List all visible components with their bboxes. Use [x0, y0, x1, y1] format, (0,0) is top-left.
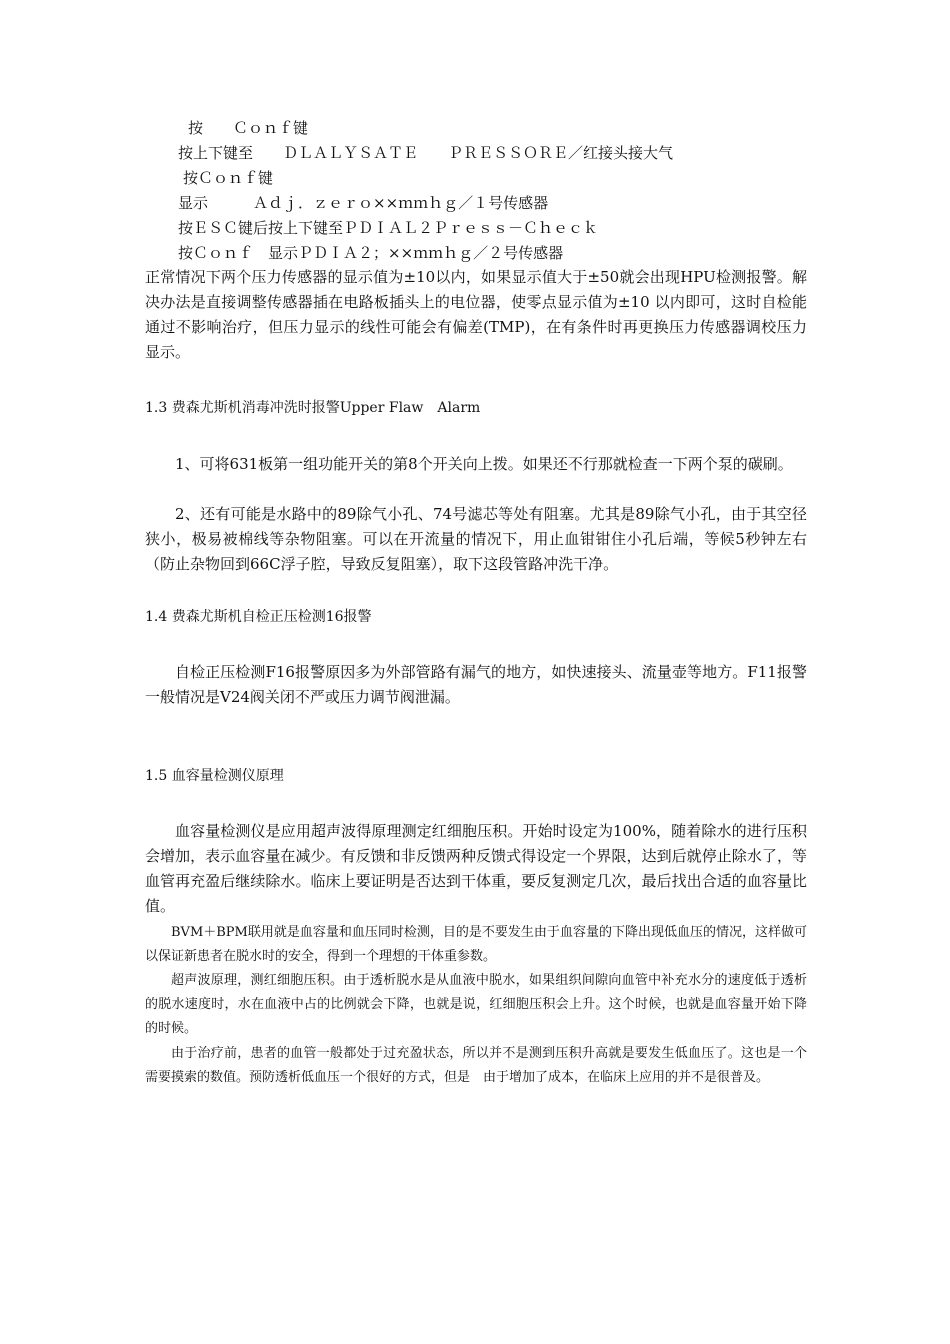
paragraph-pressure-sensors: 正常情况下两个压力传感器的显示值为±10以内，如果显示值大于±50就会出现HPU检测报警。解决办法是直接调整传感器插在电路板插头上的电位器，使零点显示值为±10 以内即可，这时自检能通过不影响治疗，但压力显示的线性可能会有偏差(TMP)，在有条件时再更换压力传感器调校压力显示。: [145, 268, 807, 361]
step-dialysate-pressure: 按上下键至 ＤＬＡＬＹＳＡＴＥ ＰＲＥＳＳＯＲＥ／红接头接大气: [178, 144, 674, 162]
paragraph-1-4: 自检正压检测F16报警原因多为外部管路有漏气的地方，如快速接头、流量壶等地方。F11报警一般情况是V24阀关闭不严或压力调节阀泄漏。: [145, 663, 807, 706]
heading-section-1-5: 1.5 血容量检测仪原理: [145, 768, 284, 784]
paragraph-1-5-principle: 血容量检测仪是应用超声波得原理测定红细胞压积。开始时设定为100%，随着除水的进行压积会增加，表示血容量在减少。有反馈和非反馈两种反馈式得设定一个界限，达到后就停止除水了，等血管再充盈后继续除水。临床上要证明是否达到干体重，要反复测定几次，最后找出合适的血容量比值。: [145, 822, 807, 915]
step-esc-pdial2: 按ＥＳＣ键后按上下键至ＰＤＩＡＬ２Ｐｒｅｓｓ－Ｃｈｅｃｋ: [178, 219, 599, 237]
heading-section-1-4: 1.4 费森尤斯机自检正压检测16报警: [145, 609, 372, 625]
step-display-adj-zero: 显示 Ａｄｊ．ｚｅｒｏ××ｍｍｈｇ／１号传感器: [178, 194, 549, 212]
paragraph-1-5-bvm-bpm: BVM＋BPM联用就是血容量和血压同时检测，目的是不要发生由于血容量的下降出现低血压的情况，这样做可以保证新患者在脱水时的安全，得到一个理想的干体重参数。: [145, 925, 807, 964]
heading-section-1-3: 1.3 费森尤斯机消毒冲洗时报警Upper Flaw Alarm: [145, 400, 481, 416]
paragraph-1-5-ultrasound: 超声波原理，测红细胞压积。由于透析脱水是从血液中脱水，如果组织间隙向血管中补充水分的速度低于透析的脱水速度时，水在血液中占的比例就会下降，也就是说，红细胞压积会上升。这个时候，也就是血容量开始下降的时候。: [145, 973, 807, 1036]
paragraph-1-3-item-2: 2、还有可能是水路中的89除气小孔、74号滤芯等处有阻塞。尤其是89除气小孔，由于其空径狭小，极易被棉线等杂物阻塞。可以在开流量的情况下，用止血钳钳住小孔后端，等候5秒钟左右（防止杂物回到66C浮子腔，导致反复阻塞），取下这段管路冲洗干净。: [145, 505, 807, 573]
step-display-pdia2: 按Ｃｏｎｆ 显示ＰＤＩＡ２；××ｍｍｈｇ／２号传感器: [178, 244, 564, 262]
paragraph-1-5-before-treatment: 由于治疗前，患者的血管一般都处于过充盈状态，所以并不是测到压积升高就是要发生低血压了。这也是一个需要摸索的数值。预防透析低血压一个很好的方式，但是 由于增加了成本，在临床上应用的并不是很普及。: [145, 1046, 807, 1085]
step-conf-key: 按 Ｃｏｎｆ键: [188, 119, 309, 137]
step-conf-key-2: 按Ｃｏｎｆ键: [183, 169, 274, 187]
paragraph-1-3-item-1: 1、可将631板第一组功能开关的第8个开关向上拨。如果还不行那就检查一下两个泵的碳刷。: [175, 455, 793, 473]
